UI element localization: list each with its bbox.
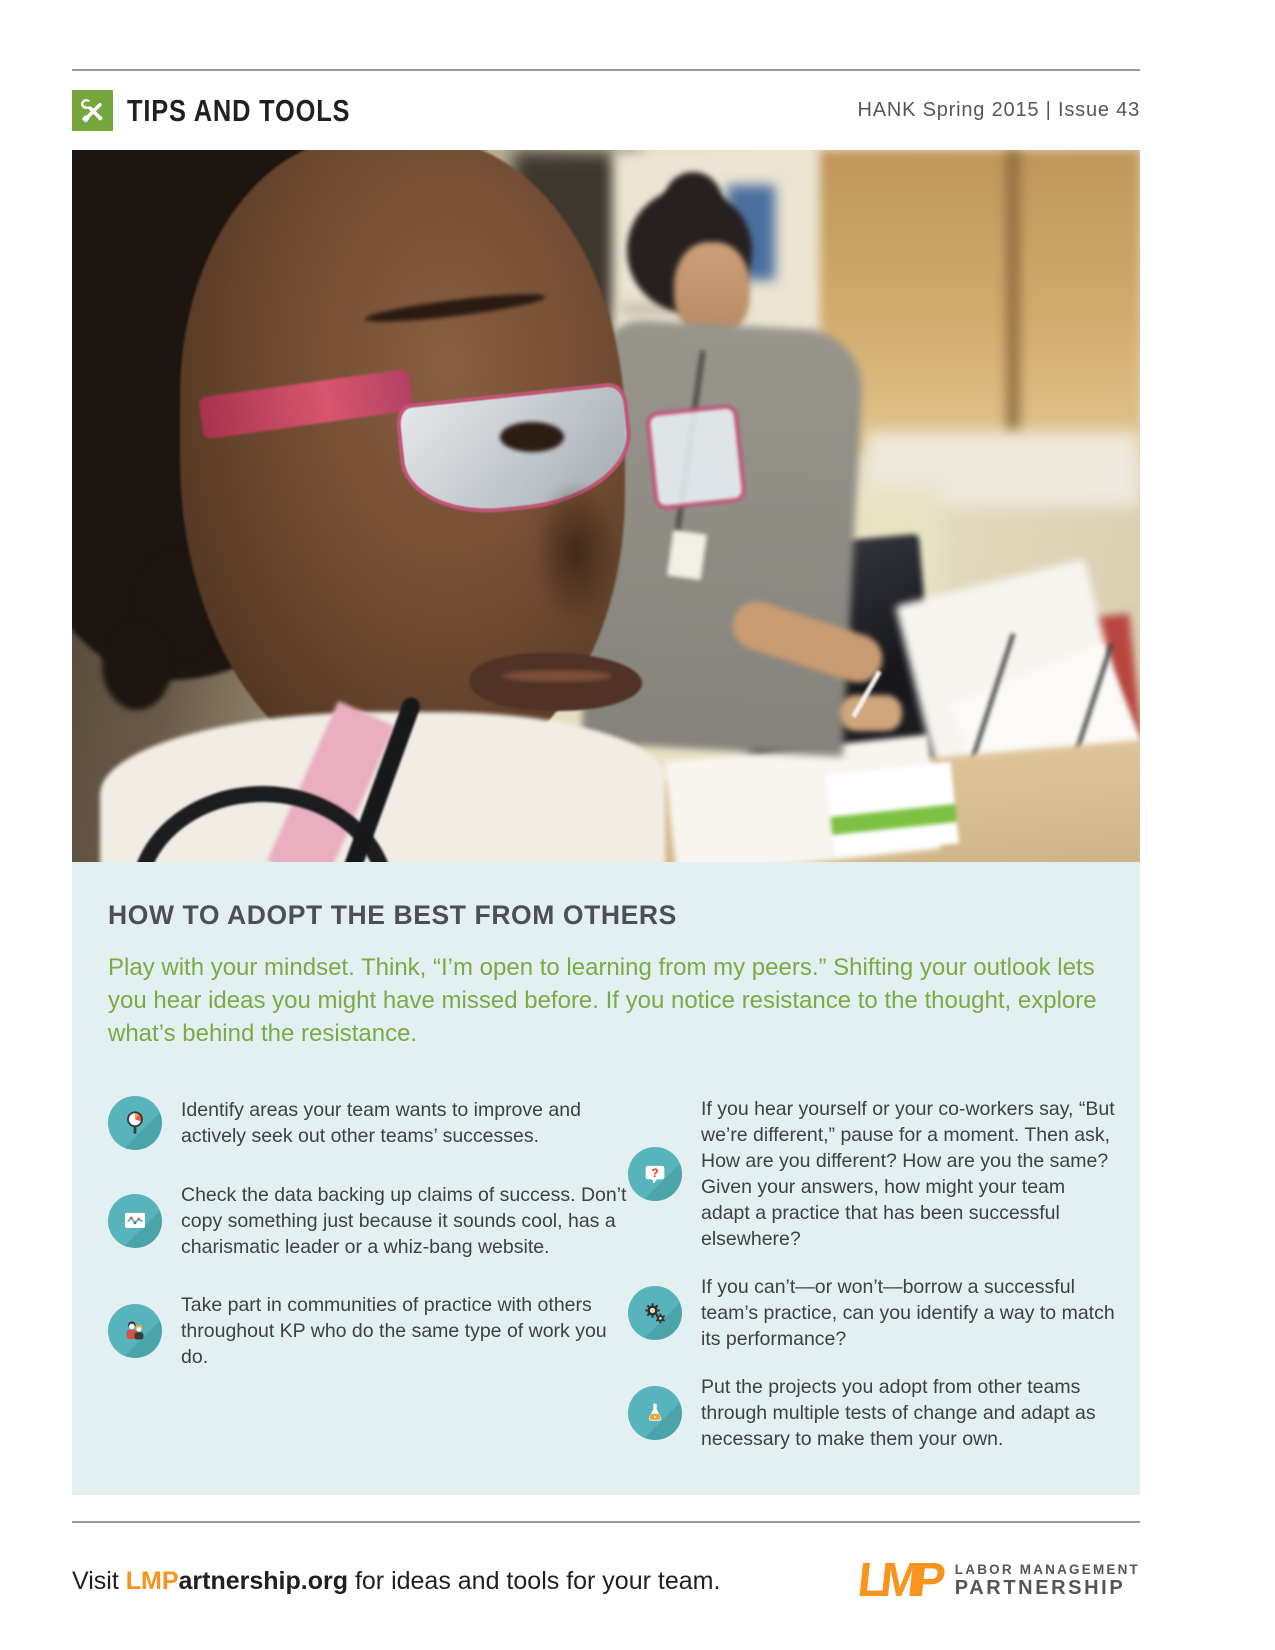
svg-text:?: ? — [651, 1166, 659, 1180]
tip-text: Check the data backing up claims of success. Don’t copy something just because it sounds cool, has a charismatic leader or a whiz-bang website. — [181, 1184, 627, 1258]
lmp-logo-line1: LABOR MANAGEMENT — [954, 1562, 1140, 1577]
issue-info: HANK Spring 2015 | Issue 43 — [857, 99, 1140, 121]
lmp-logo — [855, 1554, 1140, 1607]
lmp-logo-mark: LMP — [855, 1554, 942, 1607]
visit-prefix: Visit — [72, 1566, 126, 1595]
section-title: TIPS AND TOOLS — [127, 92, 351, 128]
tip-text: Put the projects you adopt from other teams through multiple tests of change and adapt as necessary to make them your own. — [701, 1376, 1096, 1450]
tip-identify-areas — [108, 1096, 628, 1150]
tip-check-data — [108, 1182, 628, 1260]
photo-glasses-lens2-shape — [645, 403, 747, 510]
photo-nose-shadow-shape — [534, 480, 619, 625]
tips-columns — [108, 1096, 1140, 1474]
article-panel — [72, 862, 1140, 1495]
tip-match-performance — [628, 1274, 1128, 1352]
photo-eye-shape — [500, 422, 564, 452]
article-title: HOW TO ADOPT THE BEST FROM OTHERS — [108, 900, 677, 930]
lmp-link-orange[interactable]: LMP — [125, 1566, 179, 1595]
tip-text: Take part in communities of practice with others throughout KP who do the same type of work you do. — [181, 1294, 607, 1368]
header-brand — [72, 90, 399, 131]
tips-column-left — [108, 1096, 628, 1474]
lmp-link-bold[interactable]: artnership.org — [178, 1566, 348, 1595]
lmp-logo-line2: PARTNERSHIP — [954, 1577, 1126, 1599]
magnifier-icon — [108, 1096, 162, 1150]
tips-column-right — [628, 1096, 1128, 1474]
photo-hair-curl2-shape — [102, 620, 172, 710]
photo-wood-cabinet-shape — [820, 150, 1140, 455]
visit-suffix: for ideas and tools for your team. — [348, 1566, 721, 1595]
footer-visit-text — [72, 1567, 720, 1596]
photo-colleague-bun-shape — [664, 172, 722, 230]
photo-lip-highlight-shape — [502, 670, 612, 682]
people-icon — [108, 1304, 162, 1358]
photo-lips-shape — [470, 653, 642, 711]
tip-text: Identify areas your team wants to improve and actively seek out other teams’ successes. — [181, 1099, 581, 1147]
chart-board-icon — [108, 1194, 162, 1248]
header — [72, 71, 1140, 150]
tip-communities — [108, 1292, 628, 1370]
tools-icon — [72, 90, 113, 131]
photo-green-sheet-shape — [826, 762, 959, 857]
photo-cabinet-divider-shape — [1007, 150, 1019, 435]
article-intro: Play with your mindset. Think, “I’m open to learning from my peers.” Shifting your outlook lets you hear ideas you might have missed before. If you notice resistance to the thought, explore what’s behind the resistance. — [108, 954, 1097, 1047]
footer — [72, 1554, 1140, 1607]
tip-tests-of-change — [628, 1374, 1128, 1452]
question-bubble-icon — [628, 1147, 682, 1201]
tip-but-were-different — [628, 1096, 1128, 1252]
photo-healthcare-workers — [72, 150, 1140, 862]
tip-text: If you hear yourself or your co-workers say, “But we’re different,” pause for a moment. Then ask, How are you different? How are you the same? Given your answers, how might your team adapt a practice that has been successful elsewhere? — [701, 1098, 1115, 1250]
photo-badge-shape — [667, 530, 707, 580]
flask-icon — [628, 1386, 682, 1440]
photo-colleague-hand-shape — [840, 695, 902, 731]
gears-icon — [628, 1286, 682, 1340]
footer-divider — [72, 1521, 1140, 1523]
tip-text: If you can’t—or won’t—borrow a successful team’s practice, can you identify a way to match its performance? — [701, 1276, 1115, 1350]
